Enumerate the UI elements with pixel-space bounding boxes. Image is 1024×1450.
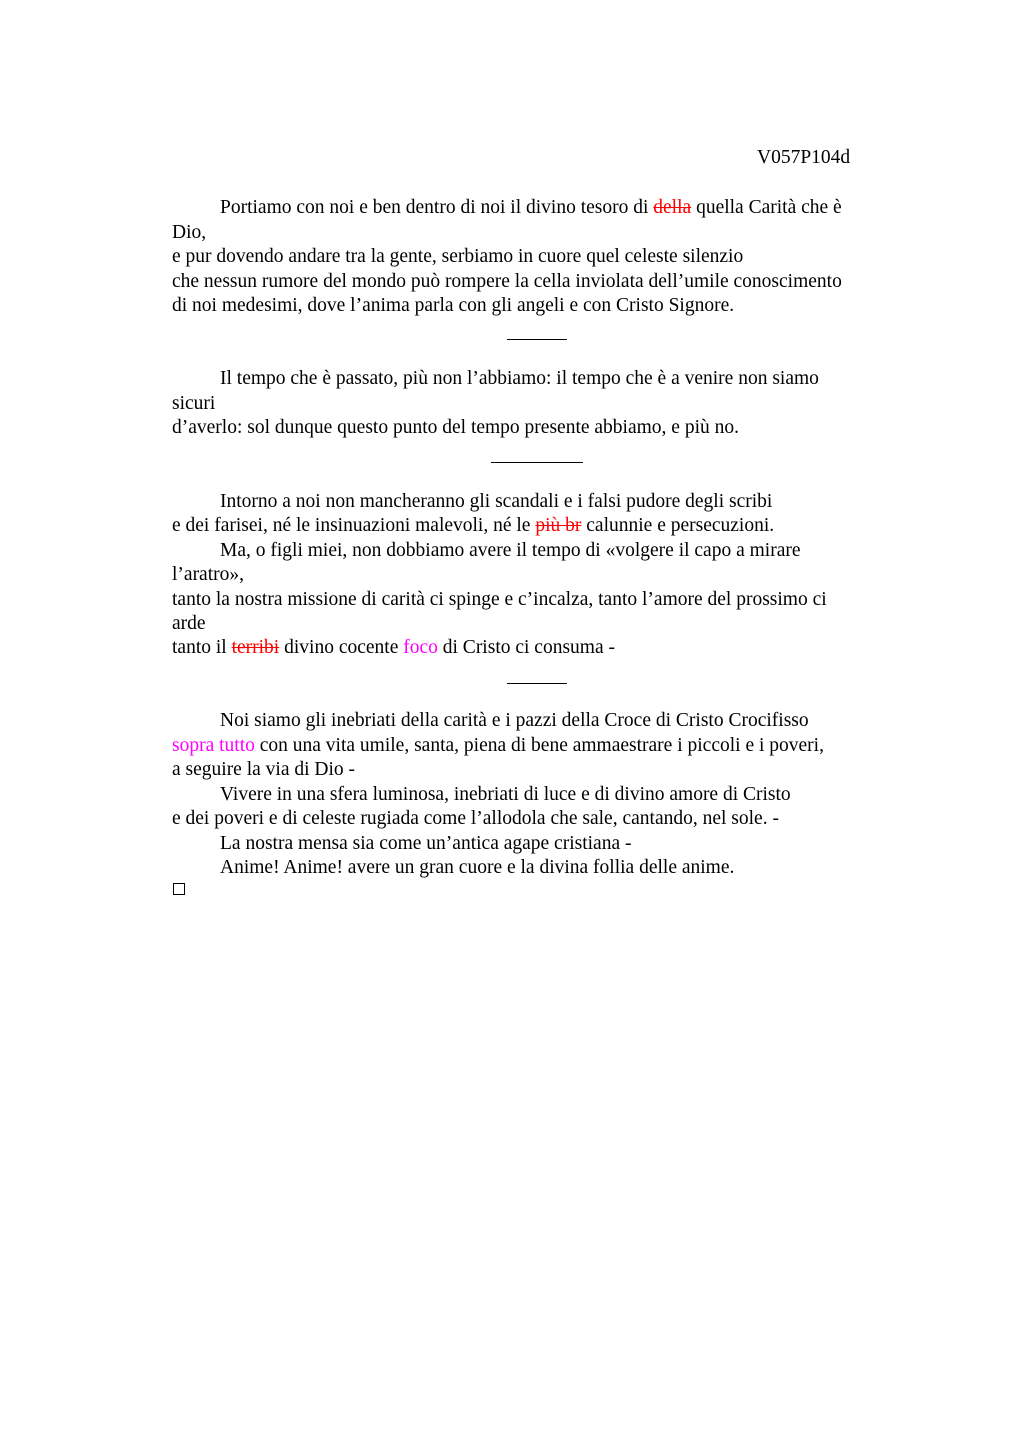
end-mark-box-icon — [173, 883, 185, 895]
text-line: arde — [172, 613, 206, 634]
text-line: e pur dovendo andare tra la gente, serbiamo in cuore quel celeste silenzio — [172, 246, 744, 267]
text-line — [172, 636, 615, 660]
text-run: tanto il — [172, 637, 232, 658]
text-run: con una vita umile, santa, piena di bene ammaestrare i piccoli e i poveri, — [254, 735, 824, 756]
page-identifier: V057P104d — [757, 147, 851, 168]
text-line: La nostra mensa sia come un’antica agape cristiana - — [220, 833, 632, 854]
deleted-text: terribi — [231, 637, 280, 658]
section-separator — [507, 339, 567, 340]
text-line: che nessun rumore del mondo può rompere la cella inviolata dell’umile conoscimento — [172, 271, 842, 292]
text-line: tanto la nostra missione di carità ci spinge e c’incalza, tanto l’amore del prossimo ci — [172, 589, 827, 610]
text-run: di Cristo ci consuma - — [437, 637, 615, 658]
text-line: l’aratro», — [172, 564, 245, 585]
deleted-text: più br — [535, 515, 582, 536]
text-line — [220, 196, 842, 220]
text-line: Intorno a noi non mancheranno gli scandali e i falsi pudore degli scribi — [220, 491, 773, 512]
text-line: Ma, o figli miei, non dobbiamo avere il tempo di «volgere il capo a mirare — [220, 540, 801, 561]
text-line: Anime! Anime! avere un gran cuore e la divina follia delle anime. — [220, 857, 735, 878]
section-separator — [491, 462, 583, 463]
inserted-text: sopra tutto — [172, 735, 255, 756]
text-line: Il tempo che è passato, più non l’abbiamo: il tempo che è a venire non siamo — [220, 368, 819, 389]
text-line: d’averlo: sol dunque questo punto del tempo presente abbiamo, e più no. — [172, 417, 739, 438]
text-line — [172, 514, 774, 538]
text-line: sicuri — [172, 393, 216, 414]
text-run: e dei farisei, né le insinuazioni malevoli, né le — [172, 515, 536, 536]
text-line: Vivere in una sfera luminosa, inebriati di luce e di divino amore di Cristo — [220, 784, 791, 805]
text-line: a seguire la via di Dio - — [172, 759, 356, 780]
text-run: Portiamo con noi e ben dentro di noi il divino tesoro di — [220, 197, 654, 218]
section-separator — [507, 683, 567, 684]
text-run: quella Carità che è — [691, 197, 842, 218]
inserted-text: foco — [403, 637, 438, 658]
text-line: di noi medesimi, dove l’anima parla con gli angeli e con Cristo Signore. — [172, 295, 735, 316]
text-run: divino cocente — [279, 637, 404, 658]
text-line: Noi siamo gli inebriati della carità e i pazzi della Croce di Cristo Crocifisso — [220, 710, 809, 731]
deleted-text: della — [653, 197, 692, 218]
text-run: calunnie e persecuzioni. — [581, 515, 775, 536]
text-line — [172, 734, 824, 758]
text-line: e dei poveri e di celeste rugiada come l’allodola che sale, cantando, nel sole. - — [172, 808, 779, 829]
text-line: Dio, — [172, 222, 207, 243]
